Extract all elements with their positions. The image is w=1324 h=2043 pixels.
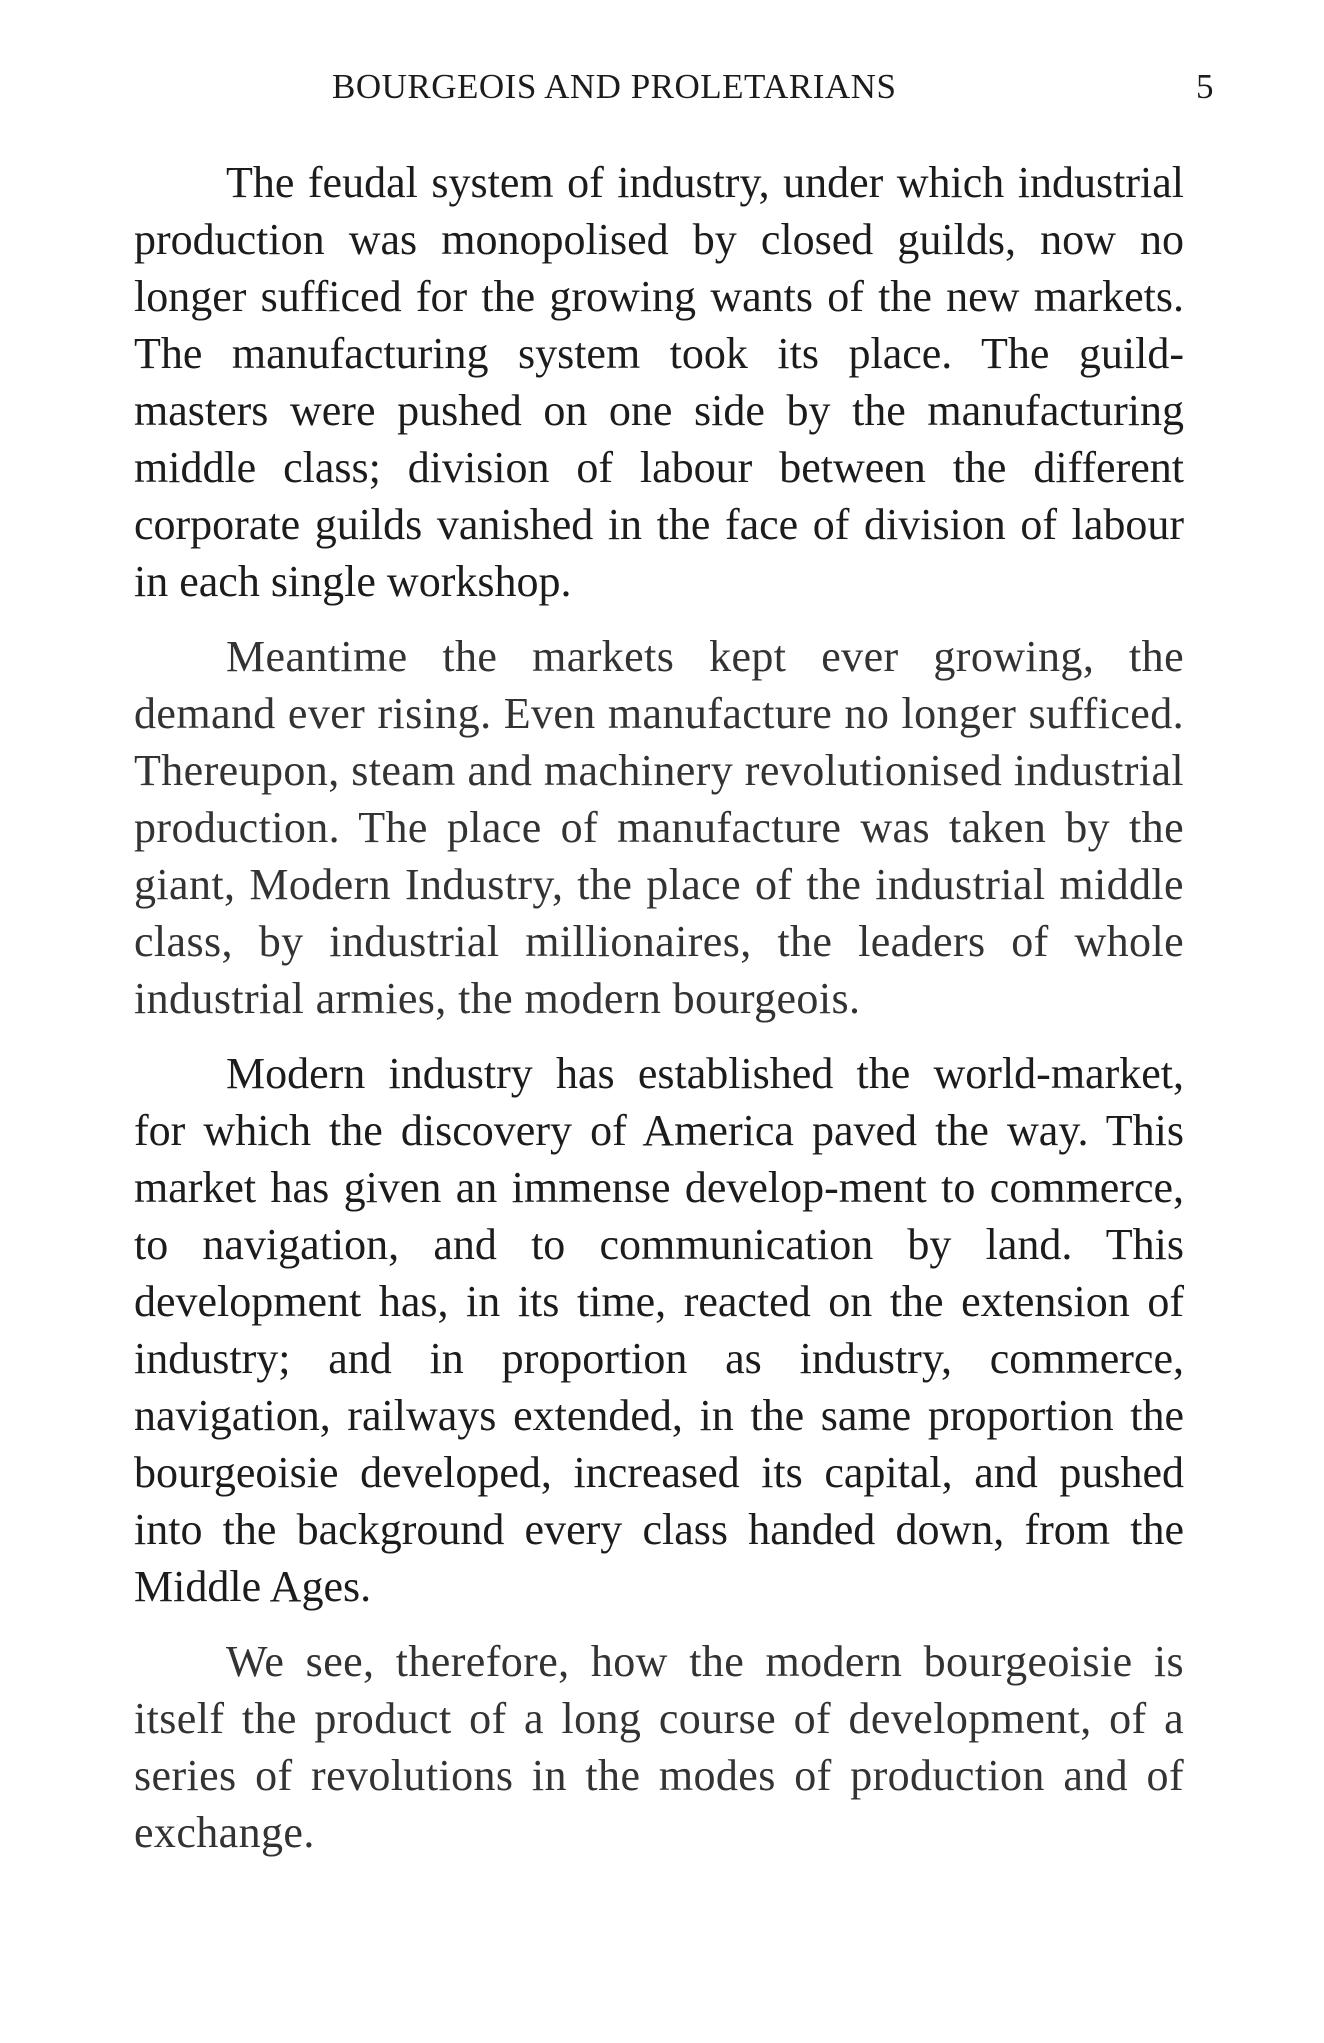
paragraph-2: Meantime the markets kept ever growing, the demand ever rising. Even manufacture no longer sufficed. Thereupon, steam and machinery revolutionised industrial production. The place of manufacture was taken by the giant, Modern Industry, the place of the industrial middle class, by industrial millionaires, the leaders of whole industrial armies, the modern bourgeois. [134, 632, 1184, 1023]
paragraph-1: The feudal system of industry, under which industrial production was monopolised by closed guilds, now no longer sufficed for the growing wants of the new markets. The manufacturing system took its place. The guild-masters were pushed on one side by the manufacturing middle class; division of labour between the different corporate guilds vanished in the face of division of labour in each single workshop. [134, 158, 1184, 606]
page-number: 5 [1196, 67, 1214, 106]
paragraph-3: Modern industry has established the world-market, for which the discovery of America paved the way. This market has given an immense develop-ment to commerce, to navigation, and to communication by land. This development has, in its time, reacted on the extension of industry; and in proportion as industry, commerce, navigation, railways extended, in the same proportion the bourgeoisie developed, increased its capital, and pushed into the background every class handed down, from the Middle Ages. [134, 1049, 1184, 1611]
running-head: BOURGEOIS AND PROLETARIANS [332, 67, 897, 106]
paragraph-4: We see, therefore, how the modern bourgeoisie is itself the product of a long course of development, of a series of revolutions in the modes of production and of exchange. [134, 1637, 1184, 1857]
body-text [134, 154, 1184, 1879]
